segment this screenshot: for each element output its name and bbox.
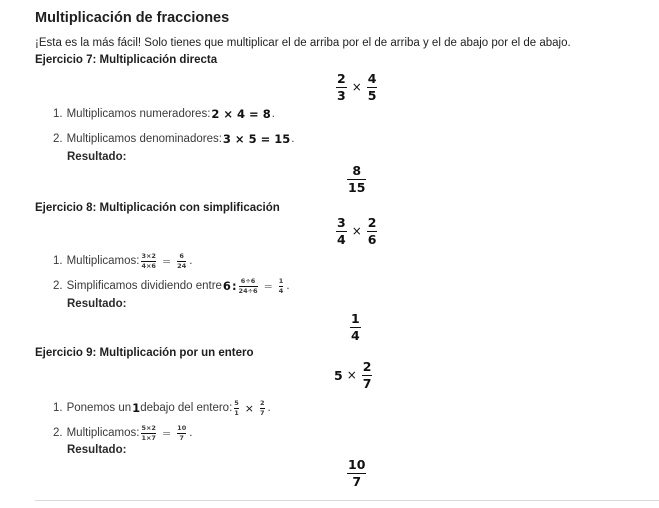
step-number: 2. [53, 280, 63, 292]
bottom-divider [35, 500, 659, 501]
step-text: Multiplicamos: [66, 255, 140, 267]
step-end: . [291, 133, 295, 145]
step-text: Ponemos un [66, 402, 132, 414]
exercise-7-problem [334, 72, 379, 103]
denominator: 6 [367, 231, 377, 247]
fraction [350, 312, 361, 343]
numerator: 6 [179, 252, 184, 260]
denominator: 7 [362, 375, 372, 391]
denominator: 7 [179, 434, 184, 442]
fraction [347, 458, 366, 489]
exercise-7-step-2 [53, 132, 294, 146]
denominator: 4 [337, 231, 346, 247]
denominator: 7 [352, 473, 362, 489]
denominator: 1×7 [141, 434, 156, 442]
denominator: 3 [337, 87, 346, 103]
exercise-9-step-2 [53, 424, 192, 442]
equals-sign: = [161, 254, 172, 268]
step-math: 1 [132, 401, 141, 415]
denominator: 4 [278, 287, 284, 295]
fraction [367, 216, 378, 247]
operator: × [244, 401, 255, 415]
step-text: Multiplicamos: [66, 427, 140, 439]
denominator: 1 [234, 409, 239, 417]
numerator: 6÷6 [240, 277, 256, 285]
exercise-7-title: Ejercicio 7: Multiplicación directa [35, 54, 218, 66]
exercise-8-title: Ejercicio 8: Multiplicación con simplificación [35, 202, 280, 214]
numerator: 8 [352, 163, 362, 178]
numerator: 2 [260, 399, 265, 407]
exercise-9-title: Ejercicio 9: Multiplicación por un entero [35, 347, 254, 359]
whole-number: 5 [334, 367, 343, 383]
equals-sign: = [161, 426, 172, 440]
step-number: 1. [53, 255, 63, 267]
denominator: 4×6 [141, 262, 156, 270]
fraction [336, 216, 347, 247]
equals-sign: = [263, 279, 273, 293]
step-number: 2. [53, 133, 63, 145]
small-fraction [177, 252, 186, 270]
divisor: 6 [222, 279, 231, 293]
numerator: 2 [367, 215, 377, 230]
step-math: 3 × 5 = 15 [222, 132, 291, 146]
exercise-8-step-2 [53, 277, 290, 295]
denominator: 15 [348, 179, 366, 195]
denominator: 5 [367, 87, 377, 103]
exercise-8-result-label: Resultado: [67, 298, 127, 310]
numerator: 1 [278, 277, 284, 285]
numerator: 5 [234, 399, 239, 407]
page-title: Multiplicación de fracciones [35, 10, 230, 26]
small-fraction [177, 424, 186, 442]
intro-text: ¡Esta es la más fácil! Solo tienes que multiplicar el de arriba por el de arriba y el de abajo por el de abajo. [35, 37, 571, 49]
numerator: 3×2 [141, 252, 156, 260]
fraction [367, 72, 378, 103]
step-text: debajo del entero: [140, 402, 233, 414]
operator: × [351, 80, 362, 95]
small-fraction [279, 277, 284, 295]
fraction [336, 72, 347, 103]
denominator: 4 [351, 327, 360, 343]
exercise-9-problem [334, 360, 374, 391]
exercise-9-step-1 [53, 399, 271, 417]
exercise-8-problem [334, 216, 379, 247]
small-fraction [141, 424, 156, 442]
step-end: . [267, 402, 271, 414]
small-fraction [260, 399, 265, 417]
exercise-7-result-label: Resultado: [67, 151, 127, 163]
exercise-9-result [345, 458, 368, 489]
step-text: Multiplicamos numeradores: [66, 108, 211, 120]
denominator: 24 [177, 262, 187, 270]
numerator: 5×2 [141, 424, 156, 432]
small-fraction [239, 277, 258, 295]
numerator: 10 [348, 457, 366, 472]
numerator: 1 [351, 311, 360, 326]
step-number: 1. [53, 108, 63, 120]
step-end: . [189, 427, 193, 439]
exercise-7-result [345, 164, 368, 195]
numerator: 10 [177, 424, 187, 432]
step-end: . [286, 280, 290, 292]
step-end: . [271, 108, 275, 120]
exercise-8-result [348, 312, 363, 343]
step-number: 1. [53, 402, 63, 414]
step-end: . [189, 255, 193, 267]
step-text: Multiplicamos denominadores: [66, 133, 222, 145]
fraction [362, 360, 373, 391]
denominator: 24÷6 [238, 287, 258, 295]
step-math: 2 × 4 = 8 [211, 107, 271, 121]
step-number: 2. [53, 427, 63, 439]
numerator: 2 [337, 71, 346, 86]
small-fraction [141, 252, 156, 270]
fraction [347, 164, 366, 195]
small-fraction [234, 399, 239, 417]
numerator: 4 [367, 71, 377, 86]
exercise-7-step-1 [53, 107, 275, 121]
colon: : [231, 279, 237, 293]
step-text: Simplificamos dividiendo entre [66, 280, 222, 292]
denominator: 7 [260, 409, 265, 417]
exercise-8-step-1 [53, 252, 192, 270]
numerator: 2 [362, 359, 372, 374]
operator: × [346, 368, 357, 383]
numerator: 3 [337, 215, 346, 230]
operator: × [351, 224, 362, 239]
exercise-9-result-label: Resultado: [67, 444, 127, 456]
